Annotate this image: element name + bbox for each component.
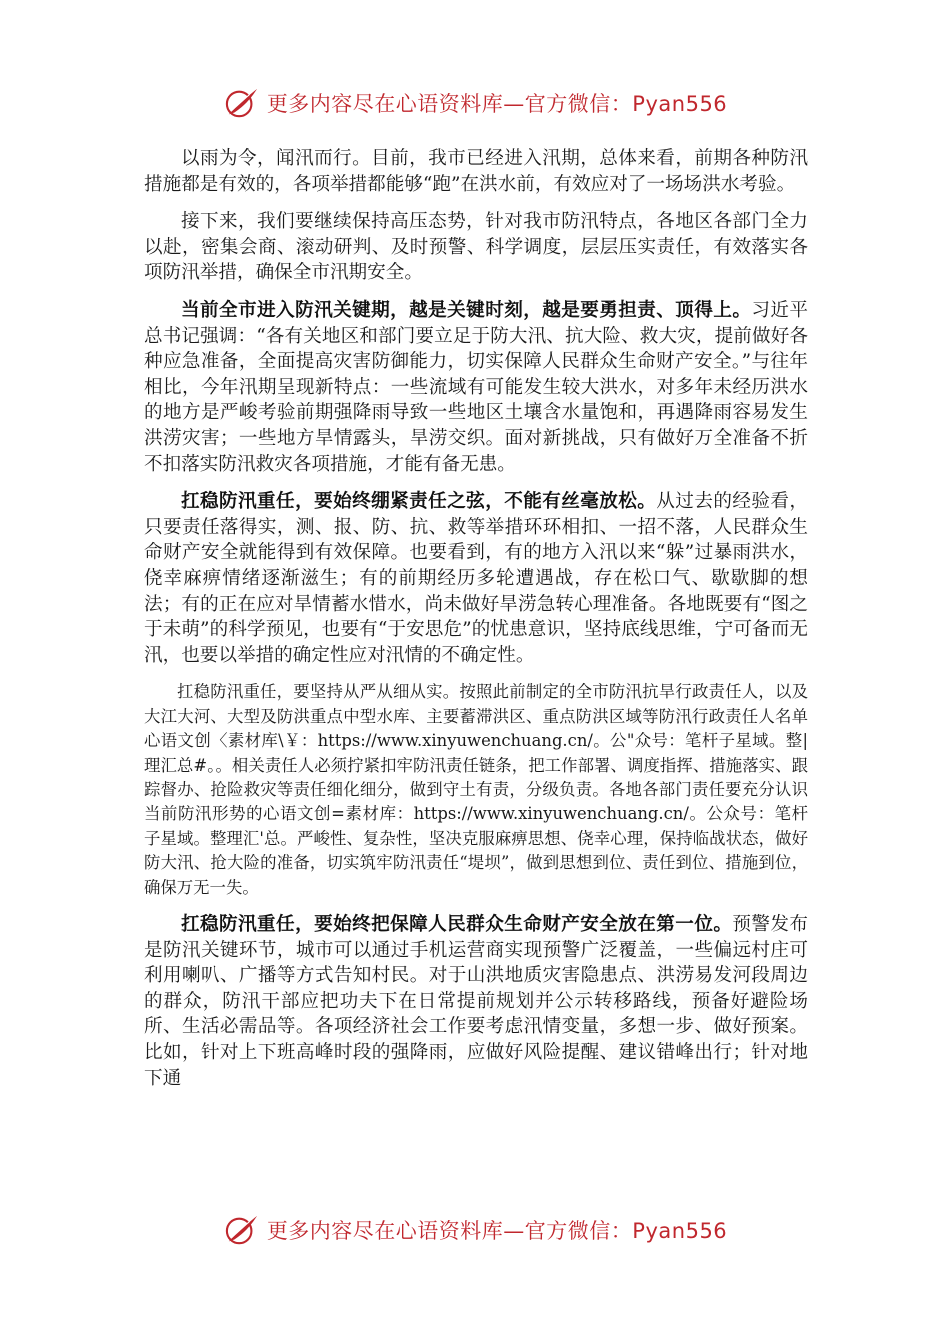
document-body [144, 146, 808, 1103]
quill-logo-icon [223, 86, 261, 120]
paragraph-2 [144, 209, 808, 286]
paragraph-lead: 当前全市进入防汛关键期，越是关键时刻，越是要勇担责、顶得上。 [181, 299, 752, 321]
header-banner-text: 更多内容尽在心语资料库—官方微信：Pyan556 [266, 92, 728, 116]
paragraph-body: 以雨为令，闻汛而行。目前，我市已经进入汛期，总体来看，前期各种防汛措施都是有效的，各项举措都能够“跑”在洪水前，有效应对了一场场洪水考验。 [144, 148, 808, 195]
paragraph-body: 习近平总书记强调：“各有关地区和部门要立足于防大汛、抗大险、救大灾，提前做好各种应急准备，全面提高灾害防御能力，切实保障人民群众生命财产安全。”与往年相比，今年汛期呈现新特点：一些流域有可能发生较大洪水，对多年未经历洪水的地方是严峻考验前期强降雨导致一些地区土壤含水量饱和，再遇降雨容易发生洪涝灾害；一些地方旱情露头，旱涝交织。面对新挑战，只有做好万全准备不折不扣落实防汛救灾各项措施，才能有备无患。 [144, 299, 808, 475]
paragraph-body: 预警发布是防汛关键环节，城市可以通过手机运营商实现预警广泛覆盖，一些偏远村庄可利用喇叭、广播等方式告知村民。对于山洪地质灾害隐患点、洪涝易发河段周边的群众，防汛干部应把功夫下在日常提前规划并公示转移路线，预备好避险场所、生活必需品等。各项经济社会工作要考虑汛情变量，多想一步、做好预案。比如，针对上下班高峰时段的强降雨，应做好风险提醒、建议错峰出行；针对地下通 [144, 913, 808, 1089]
quill-logo-icon [223, 1213, 261, 1247]
paragraph-lead: 扛稳防汛重任，要始终把保障人民群众生命财产安全放在第一位。 [181, 913, 733, 935]
footer-banner-text: 更多内容尽在心语资料库—官方微信：Pyan556 [266, 1219, 728, 1243]
footer-banner [0, 1213, 950, 1247]
paragraph-body: 从过去的经验看，只要责任落得实，测、报、防、抗、救等举措环环相扣、一招不落，人民群众生命财产安全就能得到有效保障。也要看到，有的地方入汛以来“躲”过暴雨洪水，侥幸麻痹情绪逐渐滋生；有的前期经历多轮遭遇战，存在松口气、歇歇脚的想法；有的正在应对旱情蓄水惜水，尚未做好旱涝急转心理准备。各地既要有“图之于未萌”的科学预见，也要有“于安思危”的忧患意识，坚持底线思维，宁可备而无汛，也要以举措的确定性应对汛情的不确定性。 [144, 491, 808, 666]
paragraph-3 [144, 298, 808, 477]
header-banner [0, 86, 950, 120]
paragraph-1 [144, 146, 808, 197]
paragraph-lead: 扛稳防汛重任，要始终绷紧责任之弦，不能有丝毫放松。 [181, 491, 657, 513]
paragraph-body: 接下来，我们要继续保持高压态势，针对我市防汛特点，各地区各部门全力以赴，密集会商、滚动研判、及时预警、科学调度，层层压实责任，有效落实各项防汛举措，确保全市汛期安全。 [144, 211, 808, 284]
paragraph-5 [144, 680, 808, 900]
paragraph-6 [144, 912, 808, 1091]
paragraph-body: 扛稳防汛重任，要坚持从严从细从实。按照此前制定的全市防汛抗旱行政责任人，以及大江大河、大型及防洪重点中型水库、主要蓄滞洪区、重点防洪区域等防汛行政责任人名单心语文创〈素材库\￥：https://www.xinyuwenchuang.cn/。公"众号：笔杆子星域。整|理汇总#。。相关责任人必须拧紧扣牢防汛责任链条，把工作部署、调度指挥、措施落实、跟踪督办、抢险救灾等责任细化细分，做到守土有责，分级负责。各地各部门责任要充分认识当前防汛形势的心语文创=素材库：https://www.xinyuwenchuang.cn/。公众号：笔杆子星域。整理汇'总。严峻性、复杂性，坚决克服麻痹思想、侥幸心理，保持临战状态，做好防大汛、抢大险的准备，切实筑牢防汛责任“堤坝”，做到思想到位、责任到位、措施到位，确保万无一失。 [144, 682, 808, 897]
paragraph-4 [144, 489, 808, 668]
